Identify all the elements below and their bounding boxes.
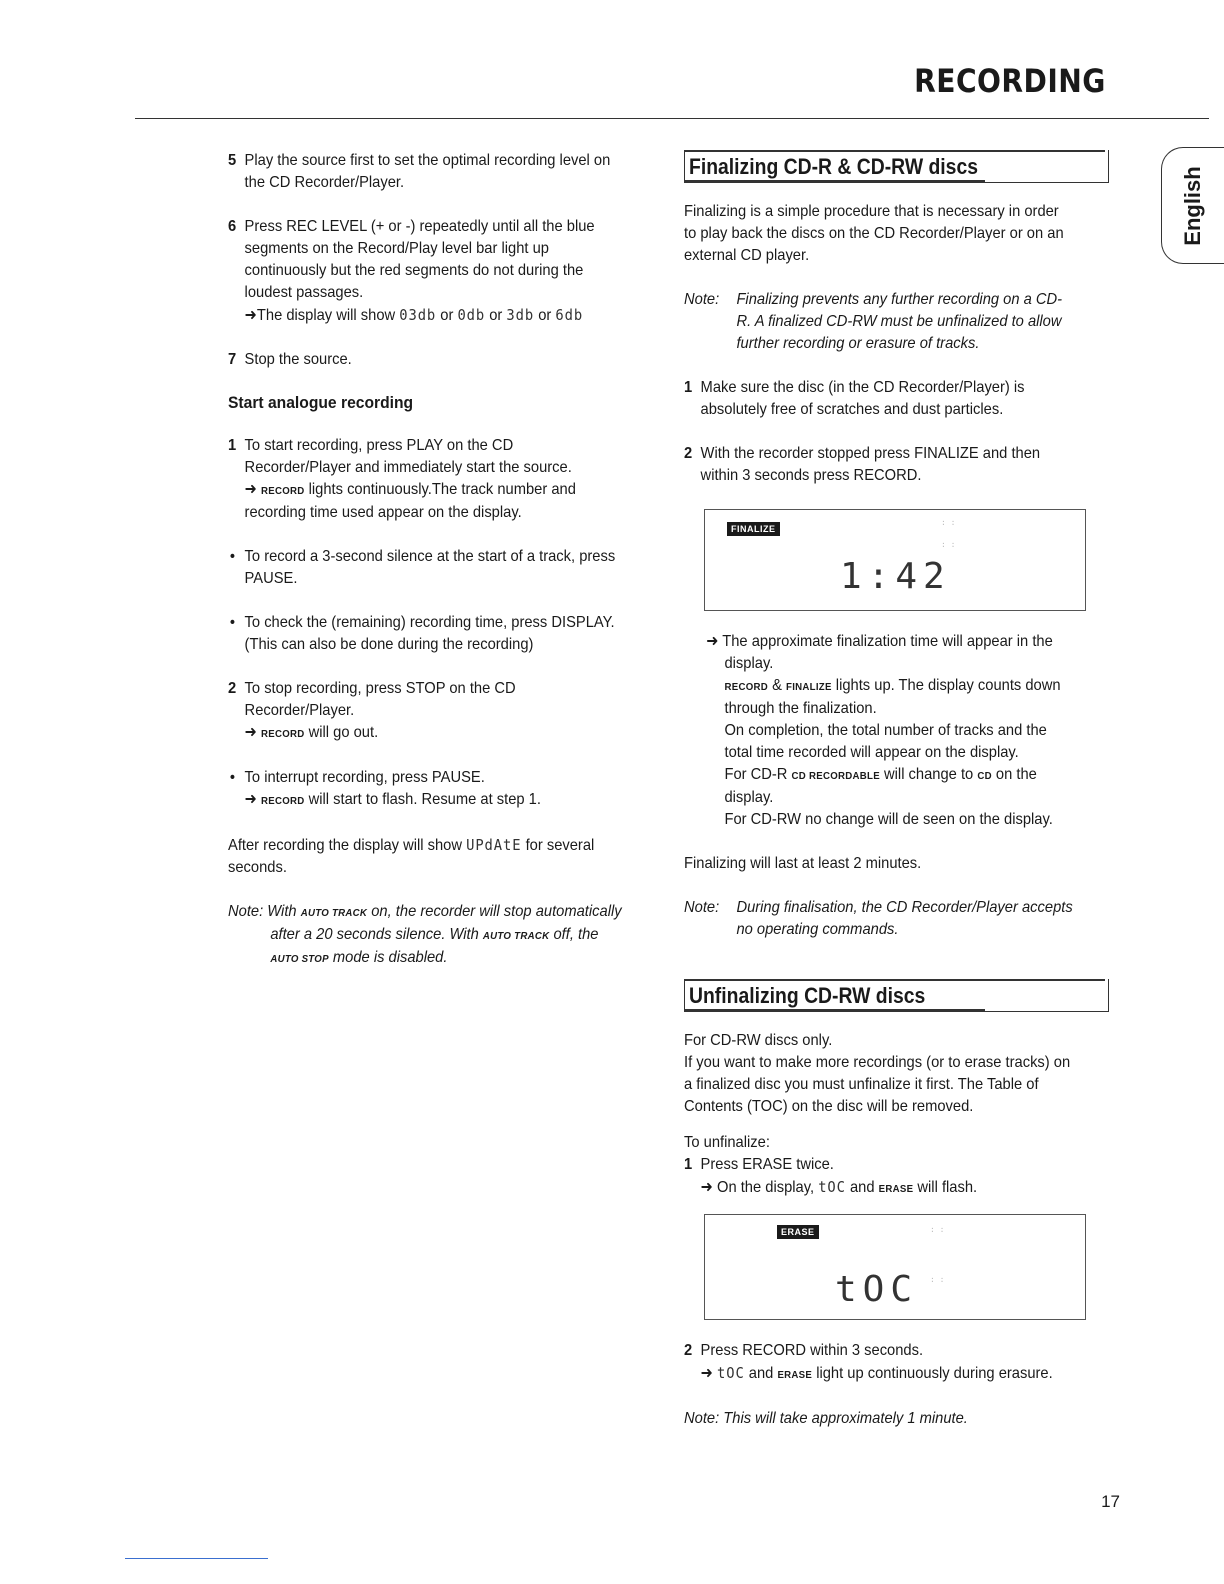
language-tab: [1161, 147, 1224, 264]
to-unfinalize-label: To unfinalize:: [684, 1134, 770, 1151]
erase-badge: ERASE: [777, 1225, 819, 1239]
left-column: [228, 150, 658, 992]
finalize-badge: FINALIZE: [727, 522, 780, 536]
step-7: 7 Stop the source.: [228, 351, 352, 368]
after-recording-text: After recording the display will show UPdAtE for several seconds.: [228, 836, 595, 876]
page-number: 17: [1101, 1492, 1120, 1511]
bullet-interrupt: • To interrupt recording, press PAUSE. ➜ RECORD will start to flash. Resume at step 1.: [228, 767, 624, 812]
finalize-lcd-display: FINALIZE 1:42 : : : :: [704, 509, 1086, 611]
bullet-silence: • To record a 3-second silence at the start of a track, press PAUSE.: [228, 546, 624, 590]
arrow-icon: ➜: [244, 724, 257, 741]
arrow-icon: ➜: [700, 1179, 713, 1196]
finalize-time-digits: 1:42: [840, 556, 951, 597]
right-column: [684, 150, 1109, 1452]
step-6: 6 Press REC LEVEL (+ or -) repeatedly until all the blue segments on the Record/Play level bar light up continuously but the red segments do not during the loudest passages. ➜The display will show 03db or 0db or 3db or 6db: [228, 218, 595, 324]
finalize-duration: Finalizing will last at least 2 minutes.: [684, 855, 922, 872]
finalize-heading-box: [684, 150, 1109, 183]
finalize-note: Note: Finalizing prevents any further recording on a CD-R. A finalized CD-RW must be unfinalized to allow further recording or erasure of tracks.: [684, 291, 1063, 352]
step-5: 5 Play the source first to set the optimal recording level on the CD Recorder/Player.: [228, 152, 611, 191]
arrow-icon: ➜: [244, 791, 257, 808]
page-title: RECORDING: [914, 62, 1106, 100]
erase-toc-digits: tOC: [835, 1269, 919, 1310]
arrow-icon: ➜: [244, 307, 257, 324]
unfinalize-heading-box: [684, 979, 1109, 1012]
header-divider: [135, 118, 1209, 119]
language-tab-label: English: [1180, 165, 1205, 246]
arrow-icon: ➜: [700, 1365, 713, 1382]
bullet-remaining-time: • To check the (remaining) recording time, press DISPLAY. (This can also be done during the recording): [228, 612, 624, 656]
unfinalize-step-1: 1 Press ERASE twice. ➜ On the display, tOC and ERASE will flash.: [684, 1156, 978, 1196]
arrow-icon: ➜: [244, 481, 257, 498]
finalize-result: ➜ The approximate finalization time will appear in the display. RECORD & FINALIZE lights up. The display counts down through the finalization. On completion, the total number of tracks and the total time recorded will appear on the display. For CD-R CD RECORDABLE will change to CD on the display. For CD-RW no change will de seen on the display.: [706, 633, 1061, 828]
auto-track-note: Note: With AUTO TRACK on, the recorder will stop automatically after a 20 seconds silence. With AUTO TRACK off, the AUTO STOP mode is disabled.: [228, 903, 622, 966]
unfinalize-heading: Unfinalizing CD-RW discs: [689, 983, 926, 1008]
footer-rule: [125, 1558, 268, 1559]
analogue-step-1: 1 To start recording, press PLAY on the CD Recorder/Player and immediately start the source. ➜ RECORD lights continuously.The track number and recording time used appear on the display.: [228, 437, 576, 521]
unfinalize-step-2: 2 Press RECORD within 3 seconds. ➜ tOC and ERASE light up continuously during erasure.: [684, 1342, 1053, 1382]
arrow-icon: ➜: [706, 633, 719, 650]
finalize-heading: Finalizing CD-R & CD-RW discs: [689, 154, 978, 179]
analogue-step-2: 2 To stop recording, press STOP on the CD Recorder/Player. ➜ RECORD will go out.: [228, 680, 516, 741]
finalize-intro: Finalizing is a simple procedure that is necessary in order to play back the discs on the CD Recorder/Player or on an external CD player.: [684, 203, 1064, 264]
section-subheading: Start analogue recording: [228, 393, 414, 412]
finalize-step-2: 2 With the recorder stopped press FINALIZE and then within 3 seconds press RECORD.: [684, 445, 1041, 484]
unfinalize-intro: For CD-RW discs only. If you want to make more recordings (or to erase tracks) on a finalized disc you must unfinalize it first. The Table of Contents (TOC) on the disc will be removed.: [684, 1032, 1071, 1115]
erase-lcd-display: ERASE tOC : : : :: [704, 1214, 1086, 1320]
finalisation-note: Note: During finalisation, the CD Recorder/Player accepts no operating commands.: [684, 899, 1073, 938]
finalize-step-1: 1 Make sure the disc (in the CD Recorder/Player) is absolutely free of scratches and dust particles.: [684, 379, 1025, 418]
erase-duration-note: Note: This will take approximately 1 minute.: [684, 1410, 968, 1427]
